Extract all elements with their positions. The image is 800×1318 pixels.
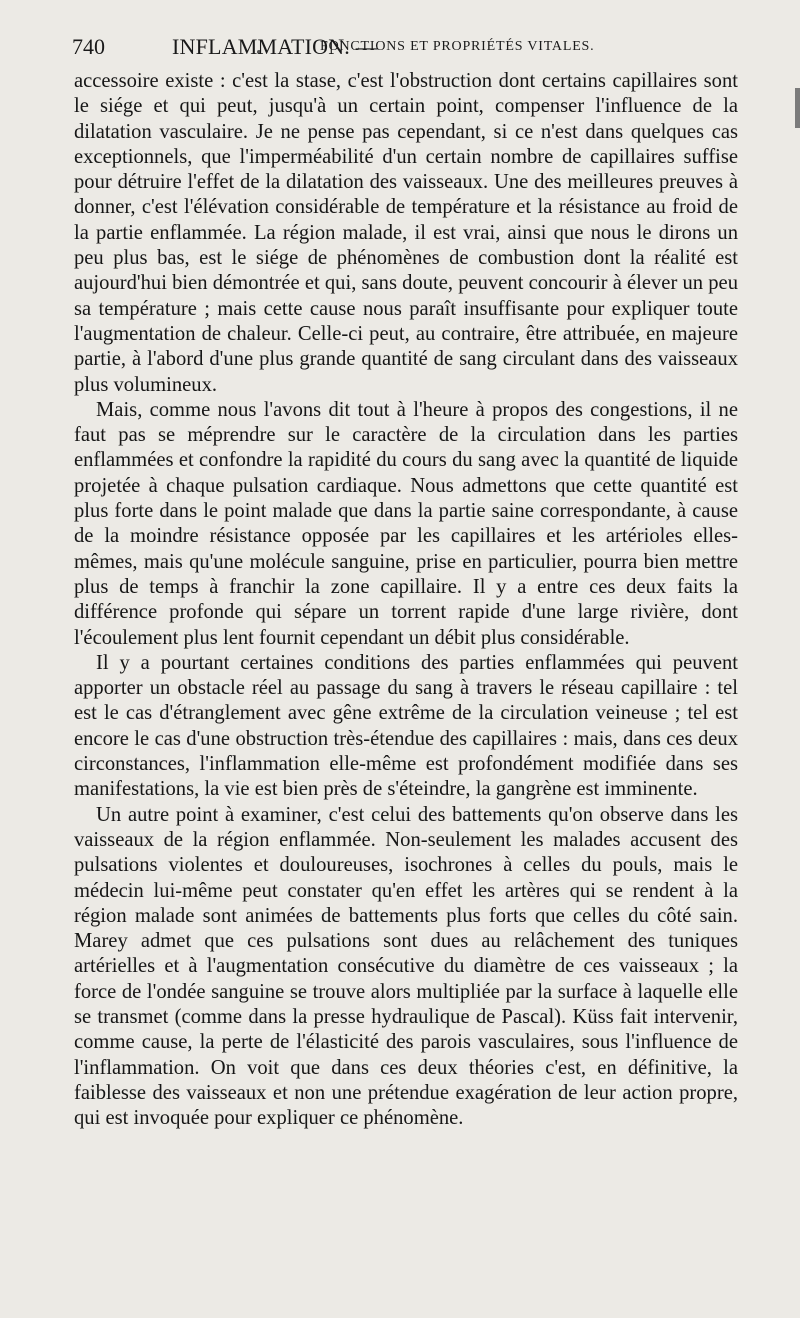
- page-number: 740: [72, 34, 105, 59]
- body-text: [74, 69, 738, 1131]
- paragraph-3: Il y a pourtant certaines conditions des parties enflammées qui peuvent apporter un obstacle réel au passage du sang à travers le réseau capillaire : tel est le cas d'étranglement avec gêne extrême de la circulation veineuse ; tel est encore le cas d'une obstruction très-étendue des capillaires : mais, dans ces deux circonstances, l'inflammation elle-même est profondément modifiée dans ses manifestations, la vie est bien près de s'éteindre, la gangrène est imminente.: [74, 651, 738, 801]
- paragraph-2: Mais, comme nous l'avons dit tout à l'heure à propos des congestions, il ne faut pas se méprendre sur le caractère de la circulation dans les parties enflammées et confondre la rapidité du cours du sang avec la quantité de liquide projetée à chaque pulsation cardiaque. Nous admettons que cette quantité est plus forte dans le point malade que dans la partie saine correspondante, à cause de la moindre résistance opposée par les capillaires et les artérioles elles-mêmes, mais qu'une molécule sanguine, prise en particulier, pourra bien mettre plus de temps à franchir la zone capillaire. Il y a entre ces deux faits la différence profonde qui sépare un torrent rapide d'une large rivière, dont l'écoulement plus lent fournit cependant un débit plus considérable.: [74, 398, 738, 649]
- running-head: INFLAMMATION. —: [172, 34, 378, 59]
- running-subtitle: FONCTIONS ET PROPRIÉTÉS VITALES.: [320, 39, 595, 54]
- page-header: [70, 34, 760, 62]
- page-edge-mark: [795, 88, 800, 128]
- paragraph-1: accessoire existe : c'est la stase, c'est l'obstruction dont certains capillaires sont le siége et qui peut, jusqu'à un certain point, compenser l'influence de la dilatation vasculaire. Je ne pense pas cependant, si ce n'est dans quelques cas exceptionnels, que l'imperméabilité d'un certain nombre de capillaires suffise pour détruire l'effet de la dilatation des vaisseaux. Une des meilleures preuves à donner, c'est l'élévation considérable de température et la résistance au froid de la partie enflammée. La région malade, il est vrai, ainsi que nous le dirons un peu plus bas, est le siége de phénomènes de combustion dont la réalité est aujourd'hui bien démontrée et qui, sans doute, peuvent concourir à élever un peu sa température ; mais cette cause nous paraît insuffisante pour expliquer toute l'augmentation de chaleur. Celle-ci peut, au contraire, être attribuée, en majeure partie, à l'abord d'une plus grande quantité de sang circulant dans des vaisseaux plus volumineux.: [74, 70, 738, 396]
- paragraph-4: Un autre point à examiner, c'est celui des battements qu'on observe dans les vaisseaux de la région enflammée. Non-seulement les malades accusent des pulsations violentes et douloureuses, isochrones à celles du pouls, mais le médecin lui-même peut constater qu'en effet les artères qui se rendent à la région malade sont animées de battements plus forts que celles du côté sain. Marey admet que ces pulsations sont dues au relâchement des tuniques artérielles et à l'augmentation consécutive du diamètre de ces vaisseaux ; la force de l'ondée sanguine se trouve alors multipliée par la surface à laquelle elle se transmet (comme dans la presse hydraulique de Pascal). Küss fait intervenir, comme cause, la perte de l'élasticité des parois vasculaires, sous l'influence de l'inflammation. On voit que dans ces deux théories c'est, en définitive, la faiblesse des vaisseaux et non une prétendue exagération de leur action propre, qui est invoquée pour expliquer ce phénomène.: [74, 803, 738, 1130]
